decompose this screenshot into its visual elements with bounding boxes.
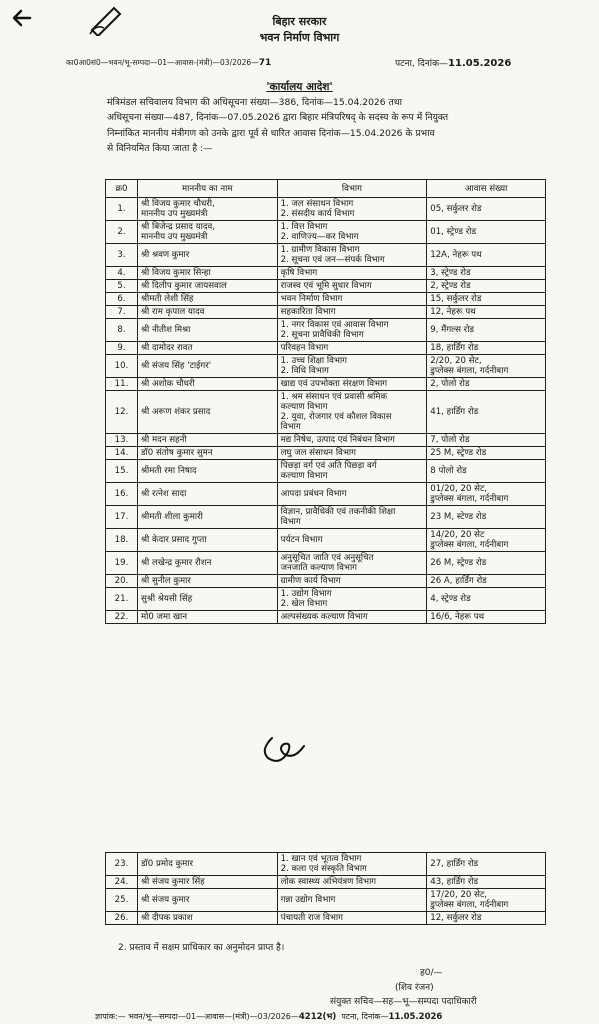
residence-cell [427,460,546,483]
residence-cell [427,198,546,221]
residence-line: डुप्लेक्स बंगला, गर्दनीबाग [430,366,509,376]
residence-line: 3, स्ट्रेण्ड रोड [430,268,471,278]
department-line: मद्य निषेध, उत्पाद एवं निबंधन विभाग [280,435,395,445]
residence-cell [427,355,546,378]
department-cell [277,244,427,267]
allotment-table [105,179,546,624]
residence-line: 18, हार्डिंग रोड [430,343,479,353]
residence-line: 26 A, हार्डिंग रोड [430,576,487,586]
department-line: विभाग [280,517,301,527]
department-cell [277,306,427,319]
row-number-cell: 21. [106,588,138,611]
minister-name-line: श्री श्रवण कुमार [140,250,190,260]
minister-name-cell [137,319,277,342]
residence-line: 12, नेहरू पथ [430,307,476,317]
residence-line: 2/20, 20 सेट, [430,356,482,366]
residence-line: 05, सर्कुलर रोड [430,204,482,214]
minister-name-cell [137,588,277,611]
department-line: 1. जल संसाधन विभाग [280,199,354,209]
minister-name-cell [137,293,277,306]
residence-cell [427,342,546,355]
govt-heading: बिहार सरकार [272,15,327,28]
department-cell [277,853,427,876]
minister-name-cell [137,378,277,391]
row-number-cell: 7. [106,306,138,319]
department-line: 1. ग्रामीण विकास विभाग [280,245,360,255]
minister-name-line: श्री रत्नेश सादा [140,489,187,499]
department-line: अनुसूचित जाति एवं अनुसूचित [280,553,374,563]
minister-name-cell [137,912,277,925]
department-line: विभाग [280,422,301,432]
row-number-cell: 20. [106,575,138,588]
residence-line: 25 M, स्ट्रेण्ड रोड [430,448,487,458]
residence-cell [427,434,546,447]
table-row [106,853,546,876]
row-number-cell: 1. [106,198,138,221]
residence-line: 43, हार्डिंग रोड [430,877,479,887]
department-heading: भवन निर्माण विभाग [259,31,340,44]
table-row [106,588,546,611]
department-line: कृषि विभाग [280,268,318,278]
department-line: गन्ना उद्योग विभाग [280,895,336,905]
row-number-cell: 19. [106,552,138,575]
minister-name-cell [137,306,277,319]
residence-line: 9, मैंगल्स रोड [430,325,475,335]
row-number-cell: 17. [106,506,138,529]
department-line: कल्याण विभाग [280,471,328,481]
table-row [106,447,546,460]
minister-name-cell [137,198,277,221]
col-header-dept: विभाग [277,180,427,198]
row-number-cell: 8. [106,319,138,342]
residence-line: 16/6, नेहरू पथ [430,612,485,622]
department-line: 1. श्रम संसाधन एवं प्रवासी श्रमिक [280,392,388,402]
minister-name-line: श्री दीपक प्रकाश [140,913,193,923]
minister-name-line: श्री विजय कुमार सिन्हा [140,268,211,278]
department-cell [277,506,427,529]
department-line: कल्याण विभाग [280,402,328,412]
department-cell [277,889,427,912]
minister-name-line: श्रीमती रमा निषाद [140,466,197,476]
department-line: पर्यटन विभाग [280,535,323,545]
residence-cell [427,378,546,391]
minister-name-line: मो0 जमा खान [140,612,188,622]
department-line: 2. कला एवं संस्कृति विभाग [280,864,367,874]
table-row [106,244,546,267]
row-number-cell: 14. [106,447,138,460]
residence-cell [427,306,546,319]
table-row [106,198,546,221]
col-header-name: माननीय का नाम [137,180,277,198]
minister-name-cell [137,889,277,912]
residence-line: 12, सर्कुलर रोड [430,913,482,923]
table-row [106,342,546,355]
department-line: 2. विधि विभाग [280,366,329,376]
minister-name-cell [137,280,277,293]
residence-cell [427,529,546,552]
minister-name-line: श्री सुनील कुमार [140,576,191,586]
minister-name-line: श्री राम कृपाल यादव [140,307,205,317]
minister-name-line: श्री संजय सिंह 'टाईगर' [140,361,212,371]
department-line: पंचायती राज विभाग [280,913,343,923]
residence-line: 17/20, 20 सेट, [430,890,488,900]
department-cell [277,483,427,506]
col-header-house: आवास संख्या [427,180,546,198]
minister-name-line: श्री संजय कुमार सिंह [140,877,205,887]
table-row [106,391,546,434]
minister-name-line: डॉ0 संतोष कुमार सुमन [140,448,213,458]
residence-cell [427,889,546,912]
handwritten-signature [258,728,318,768]
department-line: विज्ञान, प्रावैधिकी एवं तकनीकी शिक्षा [280,507,396,517]
minister-name-line: श्री केदार प्रसाद गुप्ता [140,535,207,545]
department-line: खाद्य एवं उपभोक्ता संरक्षण विभाग [280,379,388,389]
residence-line: 01, स्ट्रेण्ड रोड [430,227,477,237]
residence-cell [427,319,546,342]
residence-cell [427,876,546,889]
department-line: 2. युवा, रोजगार एवं कौशल विकास [280,412,392,422]
residence-cell [427,575,546,588]
department-line: पिछड़ा वर्ग एवं अति पिछड़ा वर्ग [280,461,377,471]
signed-mark: ह0/— [420,968,443,978]
row-number-cell: 26. [106,912,138,925]
minister-name-line: श्री संजय कुमार [140,895,190,905]
department-line: जनजाति कल्याण विभाग [280,563,358,573]
minister-name-cell [137,460,277,483]
table-row [106,575,546,588]
department-cell [277,319,427,342]
minister-name-cell [137,342,277,355]
minister-name-line: श्री लखेन्द्र कुमार रौशन [140,558,212,568]
minister-name-cell [137,221,277,244]
table-row [106,355,546,378]
minister-name-line: श्री अरूण शंकर प्रसाद [140,407,211,417]
table-row [106,912,546,925]
department-line: 1. नगर विकास एवं आवास विभाग [280,320,389,330]
minister-name-cell [137,244,277,267]
residence-cell [427,853,546,876]
minister-name-cell [137,391,277,434]
row-number-cell: 11. [106,378,138,391]
minister-name-cell [137,267,277,280]
department-cell [277,342,427,355]
residence-line: 26 M, स्ट्रेण्ड रोड [430,558,487,568]
department-cell [277,552,427,575]
minister-name-line: सुश्री श्रेयसी सिंह [140,594,193,604]
row-number-cell: 4. [106,267,138,280]
residence-line: डुप्लेक्स बंगला, गर्दनीबाग [430,494,509,504]
reference-number: का0आ0सं0—भवन/भू-सम्पदा—01—आवास-(मंत्री)—03/2026—71 [66,58,272,68]
order-paragraph: मंत्रिमंडल सचिवालय विभाग की अधिसूचना संख्या—386, दिनांक—15.04.2026 तथा अधिसूचना संख्या—487, दिनांक—07.05.2026 द्वारा बिहार मंत्रिपरिषद् के सदस्य के रूप में नियुक्त निम्नांकित माननीय मंत्रीगण को उनके द्वारा पूर्व से धारित आवास दिनांक—15.04.2026 के प्रभाव से विनियमित किया जाता है :— [107,97,449,154]
signatory-name: (शिव रंजन) [395,983,434,993]
table-row [106,483,546,506]
minister-name-cell [137,355,277,378]
department-line: 2. संसदीय कार्य विभाग [280,209,355,219]
department-line: 1. उद्योग विभाग [280,589,332,599]
memo-number: ज्ञापांक:— भवन/भू—सम्पदा—01—आवास—(मंत्री)—03/2026—4212(भ) पटना, दिनांक—11.05.2026 [95,1012,443,1022]
department-cell [277,912,427,925]
residence-cell [427,221,546,244]
residence-line: 01/20, 20 सेट, [430,484,488,494]
row-number-cell: 18. [106,529,138,552]
row-number-cell: 10. [106,355,138,378]
minister-name-line: श्री बिजेन्द्र प्रसाद यादव, [140,222,215,232]
department-cell [277,391,427,434]
row-number-cell: 15. [106,460,138,483]
department-cell [277,588,427,611]
table-row [106,611,546,624]
department-line: 2. वाणिज्य—कर विभाग [280,232,359,242]
table-row [106,293,546,306]
department-line: अल्पसंख्यक कल्याण विभाग [280,612,368,622]
row-number-cell: 24. [106,876,138,889]
department-cell [277,529,427,552]
residence-line: 27, हार्डिंग रोड [430,859,479,869]
table-row [106,876,546,889]
table-row [106,434,546,447]
minister-name-cell [137,853,277,876]
residence-cell [427,267,546,280]
department-cell [277,280,427,293]
order-title: 'कार्यालय आदेश' [266,81,333,93]
residence-line: 23 M, स्टेण्ड रोड [430,512,487,522]
row-number-cell: 3. [106,244,138,267]
department-line: 2. सूचना एवं जन—संपर्क विभाग [280,255,385,265]
department-cell [277,434,427,447]
residence-cell [427,447,546,460]
residence-line: डुप्लेक्स बंगला, गर्दनीबाग [430,540,509,550]
minister-name-cell [137,447,277,460]
signatory-designation: संयुक्त सचिव—सह—भू—सम्पदा पदाधिकारी [330,997,477,1007]
minister-name-cell [137,611,277,624]
minister-name-cell [137,529,277,552]
table-row [106,221,546,244]
department-cell [277,293,427,306]
department-cell [277,876,427,889]
minister-name-line: श्री दामोदर रावत [140,343,193,353]
minister-name-line: श्री अशोक चौधरी [140,379,195,389]
table-row [106,267,546,280]
minister-name-cell [137,434,277,447]
department-line: 1. खान एवं भूतत्व विभाग [280,854,362,864]
minister-name-line: श्री दिलीप कुमार जायसवाल [140,281,227,291]
residence-cell [427,483,546,506]
row-number-cell: 16. [106,483,138,506]
department-line: परिवहन विभाग [280,343,329,353]
table-row [106,552,546,575]
department-cell [277,575,427,588]
minister-name-line: श्री मदन सहनी [140,435,187,445]
department-line: ग्रामीण कार्य विभाग [280,576,341,586]
residence-line: 2, स्ट्रेण्ड रोड [430,281,471,291]
department-line: भवन निर्माण विभाग [280,294,343,304]
minister-name-line: श्रीमती लेशी सिंह [140,294,194,304]
minister-name-cell [137,876,277,889]
table-row [106,460,546,483]
table-row [106,889,546,912]
department-cell [277,198,427,221]
department-line: लोक स्वास्थ्य अभियंत्रण विभाग [280,877,377,887]
department-line: सहकारिता विभाग [280,307,336,317]
minister-name-line: श्री विजय कुमार चौधरी, [140,199,215,209]
row-number-cell: 22. [106,611,138,624]
department-line: 2. सूचना प्रावैधिकी विभाग [280,330,364,340]
table-row [106,378,546,391]
residence-line: 14/20, 20 सेट [430,530,485,540]
residence-line: 4, स्ट्रेण्ड रोड [430,594,471,604]
minister-name-cell [137,483,277,506]
table-row [106,319,546,342]
row-number-cell: 5. [106,280,138,293]
residence-cell [427,588,546,611]
table-row [106,306,546,319]
department-cell [277,378,427,391]
table-header-row [106,180,546,198]
department-cell [277,221,427,244]
department-line: 1. उच्च शिक्षा विभाग [280,356,347,366]
department-cell [277,355,427,378]
row-number-cell: 9. [106,342,138,355]
table-row [106,529,546,552]
residence-line: डुप्लेक्स बंगला, गर्दनीबाग [430,900,509,910]
department-line: 1. वित्त विभाग [280,222,328,232]
department-line: 2. खेल विभाग [280,599,328,609]
residence-line: 2, पोलो रोड [430,379,470,389]
residence-cell [427,244,546,267]
department-cell [277,611,427,624]
residence-line: 12A, नेहरू पथ [430,250,482,260]
department-cell [277,447,427,460]
minister-name-line: श्री नीतीश मिश्रा [140,325,191,335]
table-row [106,506,546,529]
department-cell [277,460,427,483]
department-line: आपदा प्रबंधन विभाग [280,489,347,499]
residence-line: 7, पोलो रोड [430,435,470,445]
residence-line: 8 पोलो रोड [430,466,467,476]
row-number-cell: 23. [106,853,138,876]
minister-name-line: माननीय उप मुख्यमंत्री [140,209,208,219]
residence-line: 15, सर्कुलर रोड [430,294,482,304]
residence-cell [427,506,546,529]
department-cell [277,267,427,280]
order-date: पटना, दिनांक—11.05.2026 [395,58,512,69]
row-number-cell: 12. [106,391,138,434]
table-row [106,280,546,293]
row-number-cell: 13. [106,434,138,447]
row-number-cell: 25. [106,889,138,912]
minister-name-cell [137,575,277,588]
row-number-cell: 2. [106,221,138,244]
row-number-cell: 6. [106,293,138,306]
residence-line: 41, हार्डिंग रोड [430,407,479,417]
residence-cell [427,293,546,306]
department-line: राजस्व एवं भूमि सुधार विभाग [280,281,372,291]
residence-cell [427,552,546,575]
approval-note: 2. प्रस्ताव में सक्षम प्राधिकार का अनुमोदन प्राप्त है। [118,943,285,953]
minister-name-line: डॉ0 प्रमोद कुमार [140,859,194,869]
allotment-table-continued [105,852,546,925]
minister-name-line: श्रीमती शीला कुमारी [140,512,203,522]
minister-name-line: माननीय उप मुख्यमंत्री [140,232,208,242]
residence-cell [427,391,546,434]
residence-cell [427,912,546,925]
col-header-no: क्र0 [106,180,138,198]
residence-cell [427,611,546,624]
residence-cell [427,280,546,293]
minister-name-cell [137,552,277,575]
department-line: लघु जल संसाधन विभाग [280,448,356,458]
minister-name-cell [137,506,277,529]
